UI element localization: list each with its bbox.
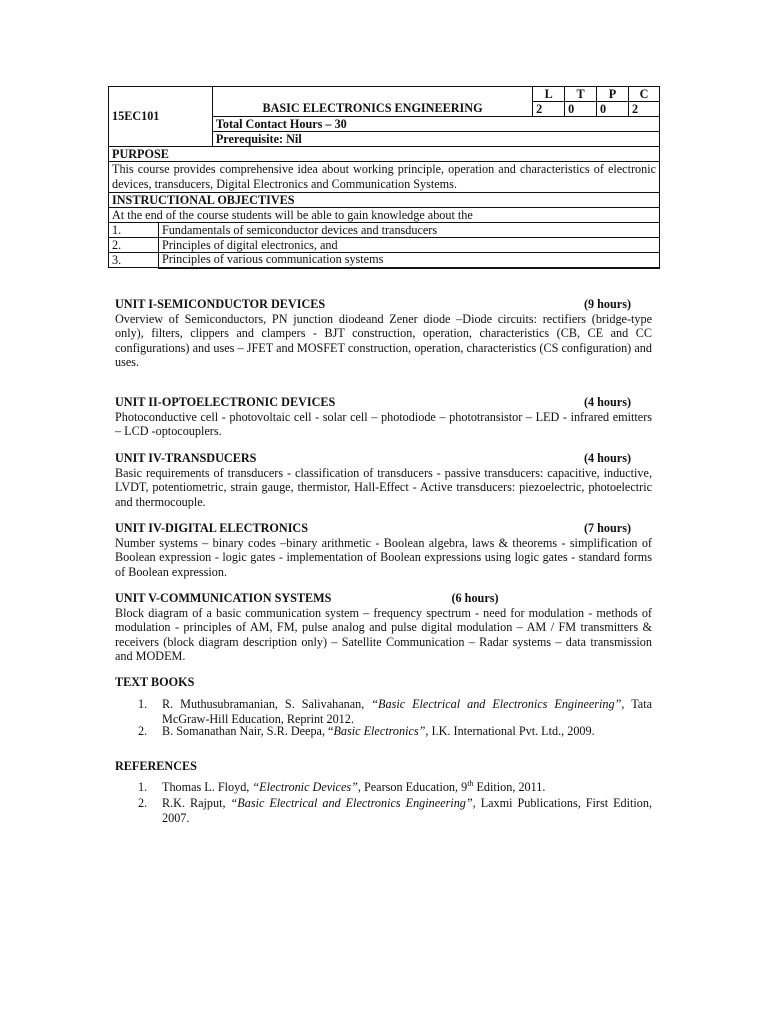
textbooks-label: TEXT BOOKS [115, 675, 195, 689]
item-text: I.K. International Pvt. Ltd., 2009. [428, 724, 595, 738]
purpose-text: This course provides comprehensive idea about working principle, operation and characteristics of electronic devices, transducers, Digital Electronics and Communication Systems. [109, 162, 660, 193]
unit-body: Overview of Semiconductors, PN junction diodeand Zener diode –Diode circuits: rectifiers (bridge-type only), filters, clippers and clampers - BJT construction, operation, characteristics (CB, CE and CC configurations) and uses – JFET and MOSFET construction, operation, characteristics (CS configuration) and uses. [115, 311, 652, 370]
unit-hours: (9 hours) [583, 297, 631, 311]
textbook-item [138, 724, 652, 739]
ltpc-value-c: 2 [628, 102, 659, 117]
course-code: 15EC101 [109, 87, 213, 147]
purpose-label: PURPOSE [109, 147, 660, 162]
contact-hours: Total Contact Hours – 30 [212, 117, 659, 132]
unit-title: UNIT I-SEMICONDUCTOR DEVICES [115, 297, 326, 311]
item-text: Edition, 2011. [473, 780, 546, 794]
ltpc-label-l: L [533, 87, 565, 102]
item-num: 1. [138, 697, 148, 711]
item-text: R.K. Rajput, [162, 796, 231, 810]
objectives-label: INSTRUCTIONAL OBJECTIVES [109, 193, 660, 208]
item-title: Basic Electronics”, [333, 724, 429, 738]
objective-num: 3. [109, 253, 159, 268]
reference-item [138, 796, 652, 825]
objective-num: 1. [109, 223, 159, 238]
unit-title: UNIT IV-DIGITAL ELECTRONICS [115, 521, 309, 535]
unit-body: Photoconductive cell - photovoltaic cell - solar cell – photodiode – phototransistor – LED - infrared emitters – LCD -optocouplers. [115, 409, 652, 439]
objective-text: Principles of various communication systems [158, 253, 659, 268]
item-num: 1. [138, 780, 148, 794]
unit-hours: (4 hours) [583, 451, 631, 465]
unit-section [115, 395, 652, 439]
item-title: “Basic Electrical and Electronics Engineering” [371, 697, 622, 711]
unit-body: Basic requirements of transducers - classification of transducers - passive transducers: capacitive, inductive, LVDT, potentiometric, strain gauge, thermistor, Hall-Effect - Active transducers: piezoelectric, photoelectric and thermocouple. [115, 465, 652, 509]
item-num: 2. [138, 796, 148, 810]
unit-hours: (7 hours) [583, 521, 631, 535]
unit-body: Number systems – binary codes –binary arithmetic - Boolean algebra, laws & theorems - simplification of Boolean expression - logic gates - implementation of Boolean expressions using logic gates - standard forms of Boolean expression. [115, 535, 652, 579]
ltpc-value-t: 0 [565, 102, 597, 117]
unit-hours: (6 hours) [451, 591, 499, 605]
objective-text: Principles of digital electronics, and [158, 238, 659, 253]
item-text: , Tata McGraw-Hill Education, Reprint 2012. [162, 697, 652, 726]
ltpc-label-c: C [628, 87, 659, 102]
item-text: , Laxmi Publications, First Edition, 2007. [162, 796, 652, 825]
unit-body: Block diagram of a basic communication system – frequency spectrum - need for modulation - methods of modulation - principles of AM, FM, pulse analog and pulse digital modulation – AM / FM transmitters & receivers (block diagram description only) – Satellite Communication – Radar systems – data transmission and MODEM. [115, 605, 652, 664]
item-text: R. Muthusubramanian, S. Salivahanan, [162, 697, 372, 711]
objective-text: Fundamentals of semiconductor devices and transducers [158, 223, 659, 238]
item-title: “Basic Electrical and Electronics Engineering” [230, 796, 473, 810]
course-header-table [108, 86, 660, 269]
objectives-intro: At the end of the course students will be able to gain knowledge about the [109, 208, 660, 223]
unit-title: UNIT II-OPTOELECTRONIC DEVICES [115, 395, 336, 409]
unit-title: UNIT V-COMMUNICATION SYSTEMS [115, 591, 332, 605]
unit-section [115, 297, 652, 370]
unit-title: UNIT IV-TRANSDUCERS [115, 451, 257, 465]
unit-hours: (4 hours) [583, 395, 631, 409]
unit-section [115, 591, 652, 664]
item-sup: th [467, 778, 474, 788]
item-title: “Electronic Devices”, [252, 780, 361, 794]
ltpc-value-l: 2 [533, 102, 565, 117]
textbook-item [138, 697, 652, 726]
item-text: B. Somanathan Nair, S.R. Deepa, “ [162, 724, 334, 738]
course-title: BASIC ELECTRONICS ENGINEERING [212, 102, 532, 117]
unit-section [115, 451, 652, 509]
prerequisite: Prerequisite: Nil [212, 132, 659, 147]
item-num: 2. [138, 724, 148, 738]
item-text: Thomas L. Floyd, [162, 780, 253, 794]
ltpc-value-p: 0 [597, 102, 629, 117]
reference-item [138, 780, 652, 795]
unit-section [115, 521, 652, 579]
ltpc-label-p: P [597, 87, 629, 102]
references-label: REFERENCES [115, 759, 197, 773]
ltpc-label-t: T [565, 87, 597, 102]
item-text: Pearson Education, 9 [360, 780, 468, 794]
objective-num: 2. [109, 238, 159, 253]
